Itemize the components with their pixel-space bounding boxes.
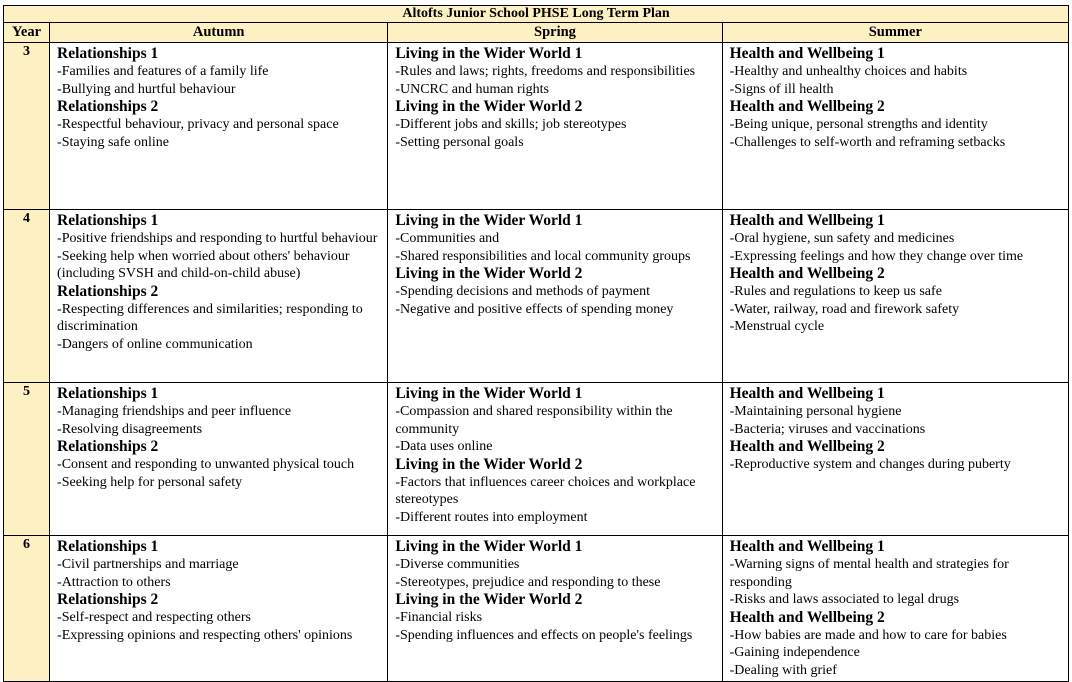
unit-item: -Dangers of online communication: [57, 336, 253, 352]
unit-heading: Relationships 1: [57, 538, 159, 555]
unit-item: -Challenges to self-worth and reframing setbacks: [729, 134, 1006, 150]
spring-cell: [388, 383, 722, 536]
unit-heading: Health and Wellbeing 1: [729, 45, 885, 62]
unit-heading: Health and Wellbeing 1: [729, 385, 885, 402]
unit-heading: Living in the Wider World 1: [395, 212, 583, 229]
summer-cell: [722, 210, 1068, 383]
unit-item: -Menstrual cycle: [729, 319, 825, 334]
long-term-plan-table: [3, 5, 1069, 682]
spring-cell: [388, 536, 722, 682]
unit-item: -Resolving disagreements: [57, 421, 203, 437]
title-row: [4, 6, 1069, 23]
unit-heading: Living in the Wider World 1: [395, 385, 583, 402]
unit-item: -Self-respect and respecting others: [57, 610, 252, 625]
unit-item: -Rules and regulations to keep us safe: [729, 284, 942, 299]
unit-item: -Water, railway, road and firework safety: [729, 301, 960, 317]
unit-heading: Relationships 2: [57, 282, 159, 300]
unit-heading: Health and Wellbeing 1: [729, 212, 885, 229]
unit-item: -Maintaining personal hygiene: [729, 404, 902, 419]
plan-body: [4, 43, 1069, 682]
unit-item: -Oral hygiene, sun safety and medicines: [729, 231, 955, 246]
year-cell: 3: [4, 43, 50, 210]
unit-heading: Health and Wellbeing 2: [729, 438, 885, 455]
summer-cell: [722, 383, 1068, 536]
table-row: [4, 43, 1069, 210]
unit-item: -Diverse communities: [395, 557, 520, 572]
unit-heading: Relationships 2: [57, 591, 159, 608]
table-row: [4, 383, 1069, 536]
unit-item: -Families and features of a family life: [57, 64, 269, 79]
autumn-cell: [50, 536, 388, 682]
unit-item: -Managing friendships and peer influence: [57, 404, 292, 419]
unit-item: -Healthy and unhealthy choices and habits: [729, 64, 968, 79]
unit-item: -Positive friendships and responding to hurtful behaviour: [57, 231, 378, 246]
unit-item: -Risks and laws associated to legal drugs: [729, 592, 960, 607]
unit-heading: Health and Wellbeing 2: [729, 608, 885, 626]
unit-item: -Shared responsibilities and local community groups: [395, 248, 691, 264]
autumn-cell: [50, 43, 388, 210]
unit-item: -Gaining independence: [729, 645, 860, 660]
summer-cell: [722, 43, 1068, 210]
table-row: [4, 536, 1069, 682]
unit-item: -Bullying and hurtful behaviour: [57, 81, 236, 97]
autumn-cell: [50, 210, 388, 383]
unit-item: -Being unique, personal strengths and identity: [729, 117, 988, 132]
unit-heading: Relationships 1: [57, 212, 159, 229]
unit-item: -Compassion and shared responsibility within the community: [395, 404, 673, 437]
unit-heading: Relationships 2: [57, 98, 159, 115]
unit-item: -Setting personal goals: [395, 134, 524, 150]
autumn-cell: [50, 383, 388, 536]
unit-heading: Living in the Wider World 2: [395, 455, 583, 473]
header-year: Year: [4, 23, 50, 43]
unit-item: -Stereotypes, prejudice and responding to these: [395, 574, 661, 590]
unit-heading: Health and Wellbeing 1: [729, 538, 885, 555]
unit-item: -Different routes into employment: [395, 509, 588, 525]
spring-cell: [388, 210, 722, 383]
unit-heading: Living in the Wider World 2: [395, 265, 583, 282]
unit-item: -Signs of ill health: [729, 81, 834, 97]
unit-item: -Rules and laws; rights, freedoms and responsibilities: [395, 64, 696, 79]
unit-heading: Health and Wellbeing 2: [729, 265, 885, 282]
unit-item: -Negative and positive effects of spending money: [395, 301, 674, 317]
unit-item: -How babies are made and how to care for babies: [729, 627, 1007, 643]
year-cell: 6: [4, 536, 50, 682]
unit-item: -Factors that influences career choices and workplace stereotypes: [395, 474, 696, 507]
header-summer: Summer: [722, 23, 1068, 43]
unit-heading: Relationships 1: [57, 45, 159, 62]
unit-item: -Attraction to others: [57, 574, 171, 590]
unit-heading: Living in the Wider World 2: [395, 98, 583, 115]
unit-item: -Warning signs of mental health and strategies for responding: [729, 557, 1009, 590]
table-title: Altofts Junior School PHSE Long Term Plan: [4, 6, 1069, 23]
spring-cell: [388, 43, 722, 210]
unit-item: -Respectful behaviour, privacy and personal space: [57, 117, 339, 132]
header-spring: Spring: [388, 23, 722, 43]
unit-heading: Living in the Wider World 2: [395, 591, 583, 608]
unit-item: -Civil partnerships and marriage: [57, 557, 239, 572]
table-row: [4, 210, 1069, 383]
unit-item: -Expressing feelings and how they change over time: [729, 248, 1024, 264]
unit-item: -Data uses online: [395, 439, 493, 454]
unit-heading: Living in the Wider World 1: [395, 538, 583, 555]
unit-item: -Seeking help when worried about others' behaviour (including SVSH and child-on-child abuse): [57, 248, 350, 281]
unit-item: -Expressing opinions and respecting others' opinions: [57, 627, 353, 643]
unit-item: -UNCRC and human rights: [395, 81, 549, 97]
unit-item: -Dealing with grief: [729, 662, 837, 678]
unit-item: -Spending influences and effects on people's feelings: [395, 627, 693, 643]
unit-item: -Financial risks: [395, 610, 483, 625]
unit-item: -Communities and: [395, 231, 500, 246]
unit-item: -Different jobs and skills; job stereotypes: [395, 117, 627, 132]
unit-item: -Staying safe online: [57, 134, 170, 150]
unit-heading: Relationships 2: [57, 438, 159, 455]
unit-item: -Consent and responding to unwanted physical touch: [57, 457, 355, 472]
unit-item: -Respecting differences and similarities; responding to discrimination: [57, 301, 363, 334]
unit-heading: Health and Wellbeing 2: [729, 98, 885, 115]
unit-heading: Living in the Wider World 1: [395, 45, 583, 62]
year-cell: 5: [4, 383, 50, 536]
summer-cell: [722, 536, 1068, 682]
unit-item: -Bacteria; viruses and vaccinations: [729, 421, 926, 437]
unit-item: -Spending decisions and methods of payment: [395, 284, 651, 299]
header-row: [4, 23, 1069, 43]
header-autumn: Autumn: [50, 23, 388, 43]
unit-heading: Relationships 1: [57, 385, 159, 402]
unit-item: -Reproductive system and changes during puberty: [729, 457, 1011, 472]
unit-item: -Seeking help for personal safety: [57, 474, 243, 490]
year-cell: 4: [4, 210, 50, 383]
